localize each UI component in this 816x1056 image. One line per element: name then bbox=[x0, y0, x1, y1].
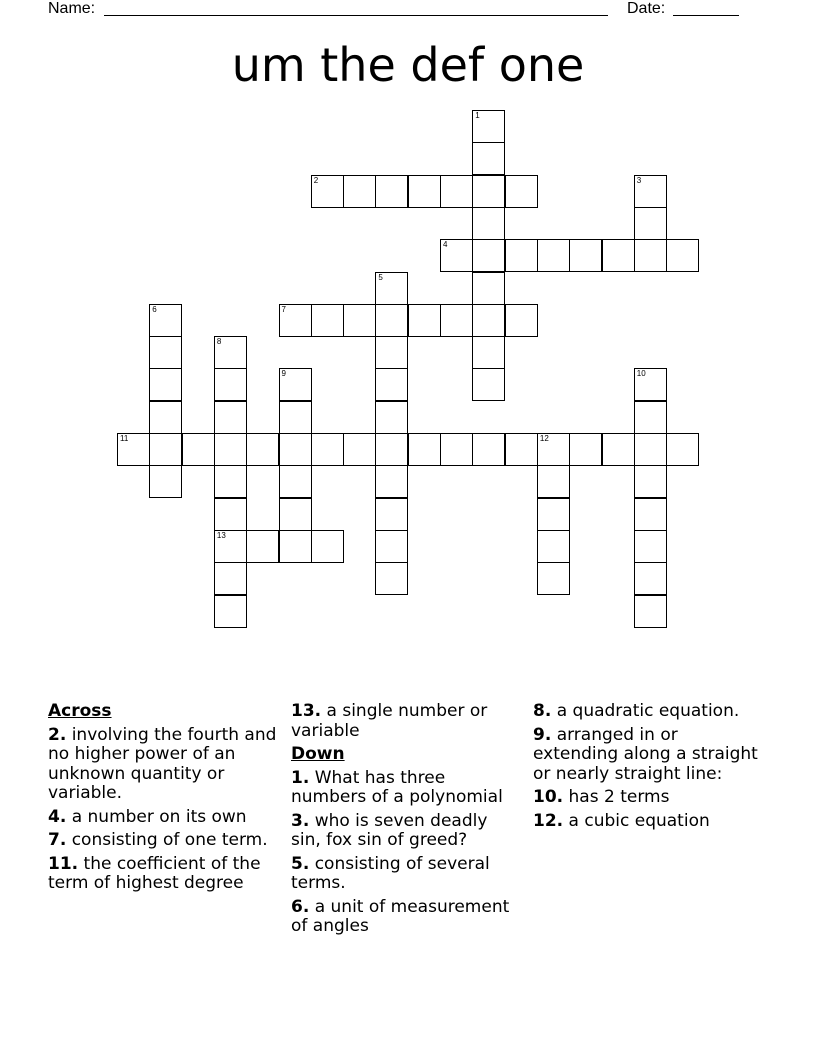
clue-number: 8. bbox=[533, 701, 552, 721]
clue-across-2 bbox=[48, 726, 278, 804]
crossword-cell[interactable] bbox=[537, 562, 570, 595]
clue-number: 3. bbox=[291, 810, 310, 831]
clue-text: a unit of measurement of angles bbox=[291, 896, 510, 936]
crossword-cell[interactable] bbox=[505, 304, 538, 337]
cell-number: 10 bbox=[636, 369, 646, 379]
clue-number: 7. bbox=[48, 830, 67, 850]
crossword-cell[interactable] bbox=[214, 530, 247, 563]
crossword-cell[interactable] bbox=[375, 498, 408, 531]
crossword-cell[interactable] bbox=[634, 239, 667, 272]
crossword-cell[interactable] bbox=[537, 465, 570, 498]
crossword-cell[interactable] bbox=[149, 304, 182, 337]
crossword-cell[interactable] bbox=[440, 304, 473, 337]
clues-column-2 bbox=[291, 702, 521, 941]
crossword-cell[interactable] bbox=[472, 433, 505, 466]
across-heading: Across bbox=[48, 701, 112, 721]
crossword-cell[interactable] bbox=[634, 465, 667, 498]
crossword-cell[interactable] bbox=[375, 336, 408, 369]
clue-text: consisting of one term. bbox=[71, 830, 268, 850]
page-title: um the def one bbox=[231, 38, 585, 92]
crossword-cell[interactable] bbox=[311, 304, 344, 337]
crossword-cell[interactable] bbox=[666, 433, 699, 466]
clue-text: involving the fourth and no higher power of an unknown quantity or variable. bbox=[48, 724, 277, 803]
crossword-cell[interactable] bbox=[569, 433, 602, 466]
crossword-cell[interactable] bbox=[634, 368, 667, 401]
clue-number: 4. bbox=[48, 806, 67, 827]
crossword-cell[interactable] bbox=[408, 304, 441, 337]
clue-down-5 bbox=[291, 855, 521, 894]
crossword-cell[interactable] bbox=[537, 433, 570, 466]
crossword-cell[interactable] bbox=[214, 336, 247, 369]
down-heading: Down bbox=[291, 744, 345, 764]
crossword-cell[interactable] bbox=[505, 433, 538, 466]
crossword-cell[interactable] bbox=[214, 368, 247, 401]
cell-number: 6 bbox=[152, 304, 157, 314]
crossword-cell[interactable] bbox=[440, 239, 473, 272]
clue-text: What has three numbers of a polynomial bbox=[291, 767, 503, 807]
crossword-cell[interactable] bbox=[375, 562, 408, 595]
crossword-cell[interactable] bbox=[279, 304, 312, 337]
crossword-cell[interactable] bbox=[505, 239, 538, 272]
clue-number: 11. bbox=[48, 853, 79, 874]
clue-down-6 bbox=[291, 898, 521, 937]
name-label: Name: bbox=[48, 0, 96, 17]
crossword-cell[interactable] bbox=[117, 433, 150, 466]
crossword-cell[interactable] bbox=[375, 368, 408, 401]
clue-text: a cubic equation bbox=[568, 810, 710, 831]
clue-number: 9. bbox=[533, 724, 552, 745]
crossword-cell[interactable] bbox=[634, 595, 667, 628]
crossword-cell[interactable] bbox=[311, 175, 344, 208]
crossword-cell[interactable] bbox=[214, 562, 247, 595]
crossword-cell[interactable] bbox=[472, 207, 505, 240]
crossword-cell[interactable] bbox=[634, 433, 667, 466]
clue-text: consisting of several terms. bbox=[291, 853, 490, 893]
crossword-cell[interactable] bbox=[149, 401, 182, 434]
crossword-cell[interactable] bbox=[634, 530, 667, 563]
crossword-cell[interactable] bbox=[375, 433, 408, 466]
clue-across-7 bbox=[48, 831, 278, 851]
clue-down-3 bbox=[291, 812, 521, 851]
crossword-cell[interactable] bbox=[505, 175, 538, 208]
clue-number: 2. bbox=[48, 724, 67, 745]
crossword-cell[interactable] bbox=[472, 142, 505, 175]
clue-down-9 bbox=[533, 726, 763, 785]
clue-across-11 bbox=[48, 855, 278, 894]
crossword-cell[interactable] bbox=[634, 498, 667, 531]
clue-down-12 bbox=[533, 812, 763, 832]
crossword-cell[interactable] bbox=[375, 465, 408, 498]
crossword-cell[interactable] bbox=[408, 433, 441, 466]
clues-column-1 bbox=[48, 702, 278, 898]
crossword-cell[interactable] bbox=[182, 433, 215, 466]
crossword-cell[interactable] bbox=[375, 175, 408, 208]
crossword-cell[interactable] bbox=[375, 401, 408, 434]
crossword-cell[interactable] bbox=[343, 433, 376, 466]
crossword-cell[interactable] bbox=[472, 110, 505, 143]
crossword-cell[interactable] bbox=[214, 595, 247, 628]
clue-down-8 bbox=[533, 702, 763, 722]
clue-number: 10. bbox=[533, 787, 564, 807]
clue-text: a quadratic equation. bbox=[556, 701, 740, 721]
clue-text: the coefficient of the term of highest degree bbox=[48, 853, 261, 893]
crossword-cell[interactable] bbox=[375, 530, 408, 563]
clue-down-10 bbox=[533, 788, 763, 808]
clues-column-3 bbox=[533, 702, 763, 835]
cell-number: 3 bbox=[636, 175, 642, 185]
cell-number: 1 bbox=[475, 111, 480, 120]
crossword-cell[interactable] bbox=[343, 304, 376, 337]
clue-text: arranged in or extending along a straight or nearly straight line: bbox=[533, 724, 758, 784]
crossword-cell[interactable] bbox=[375, 272, 408, 305]
crossword-cell[interactable] bbox=[343, 175, 376, 208]
crossword-cell[interactable] bbox=[149, 465, 182, 498]
cell-number: 2 bbox=[313, 175, 319, 185]
cell-number: 12 bbox=[539, 434, 549, 443]
crossword-cell[interactable] bbox=[634, 562, 667, 595]
crossword-cell[interactable] bbox=[472, 175, 505, 208]
crossword-cell[interactable] bbox=[440, 175, 473, 208]
crossword-cell[interactable] bbox=[537, 498, 570, 531]
cell-number: 11 bbox=[120, 434, 129, 443]
crossword-cell[interactable] bbox=[214, 465, 247, 498]
crossword-cell[interactable] bbox=[279, 465, 312, 498]
crossword-cell[interactable] bbox=[311, 433, 344, 466]
crossword-cell[interactable] bbox=[149, 336, 182, 369]
crossword-cell[interactable] bbox=[569, 239, 602, 272]
clue-number: 12. bbox=[533, 810, 564, 831]
crossword-cell[interactable] bbox=[279, 530, 312, 563]
cell-number: 4 bbox=[443, 240, 448, 250]
clue-down-1 bbox=[291, 769, 521, 808]
cell-number: 5 bbox=[378, 272, 383, 282]
crossword-cell[interactable] bbox=[311, 530, 344, 563]
crossword-cell[interactable] bbox=[279, 433, 312, 466]
crossword-cell[interactable] bbox=[375, 304, 408, 337]
clue-text: who is seven deadly sin, fox sin of greed? bbox=[291, 810, 488, 850]
crossword-cell[interactable] bbox=[214, 498, 247, 531]
crossword-cell[interactable] bbox=[472, 304, 505, 337]
crossword-cell[interactable] bbox=[279, 498, 312, 531]
clue-number: 6. bbox=[291, 896, 310, 917]
clue-across-13 bbox=[291, 702, 521, 741]
crossword-cell[interactable] bbox=[149, 433, 182, 466]
crossword-cell[interactable] bbox=[472, 239, 505, 272]
crossword-cell[interactable] bbox=[279, 368, 312, 401]
crossword-cell[interactable] bbox=[246, 530, 279, 563]
cell-number: 8 bbox=[216, 337, 222, 347]
clue-text: has 2 terms bbox=[568, 787, 670, 807]
clue-text: a single number or variable bbox=[291, 701, 488, 741]
crossword-cell[interactable] bbox=[472, 336, 505, 369]
cell-number: 13 bbox=[216, 530, 226, 540]
crossword-cell[interactable] bbox=[408, 175, 441, 208]
crossword-cell[interactable] bbox=[602, 239, 635, 272]
crossword-cell[interactable] bbox=[279, 401, 312, 434]
crossword-cell[interactable] bbox=[472, 368, 505, 401]
clue-number: 13. bbox=[291, 701, 322, 721]
cell-number: 7 bbox=[281, 304, 286, 314]
crossword-cell[interactable] bbox=[634, 401, 667, 434]
cell-number: 9 bbox=[281, 369, 286, 379]
crossword-cell[interactable] bbox=[472, 272, 505, 305]
crossword-cell[interactable] bbox=[149, 368, 182, 401]
crossword-cell[interactable] bbox=[214, 433, 247, 466]
clue-number: 1. bbox=[291, 767, 310, 788]
date-label: Date: bbox=[627, 0, 666, 17]
crossword-cell[interactable] bbox=[537, 239, 570, 272]
crossword-cell[interactable] bbox=[634, 207, 667, 240]
clue-across-4 bbox=[48, 808, 278, 828]
crossword-cell[interactable] bbox=[214, 401, 247, 434]
crossword-cell[interactable] bbox=[440, 433, 473, 466]
crossword-cell[interactable] bbox=[537, 530, 570, 563]
clue-number: 5. bbox=[291, 853, 310, 874]
crossword-cell[interactable] bbox=[602, 433, 635, 466]
crossword-cell[interactable] bbox=[634, 175, 667, 208]
crossword-cell[interactable] bbox=[246, 433, 279, 466]
crossword-cell[interactable] bbox=[666, 239, 699, 272]
clue-text: a number on its own bbox=[71, 806, 247, 827]
